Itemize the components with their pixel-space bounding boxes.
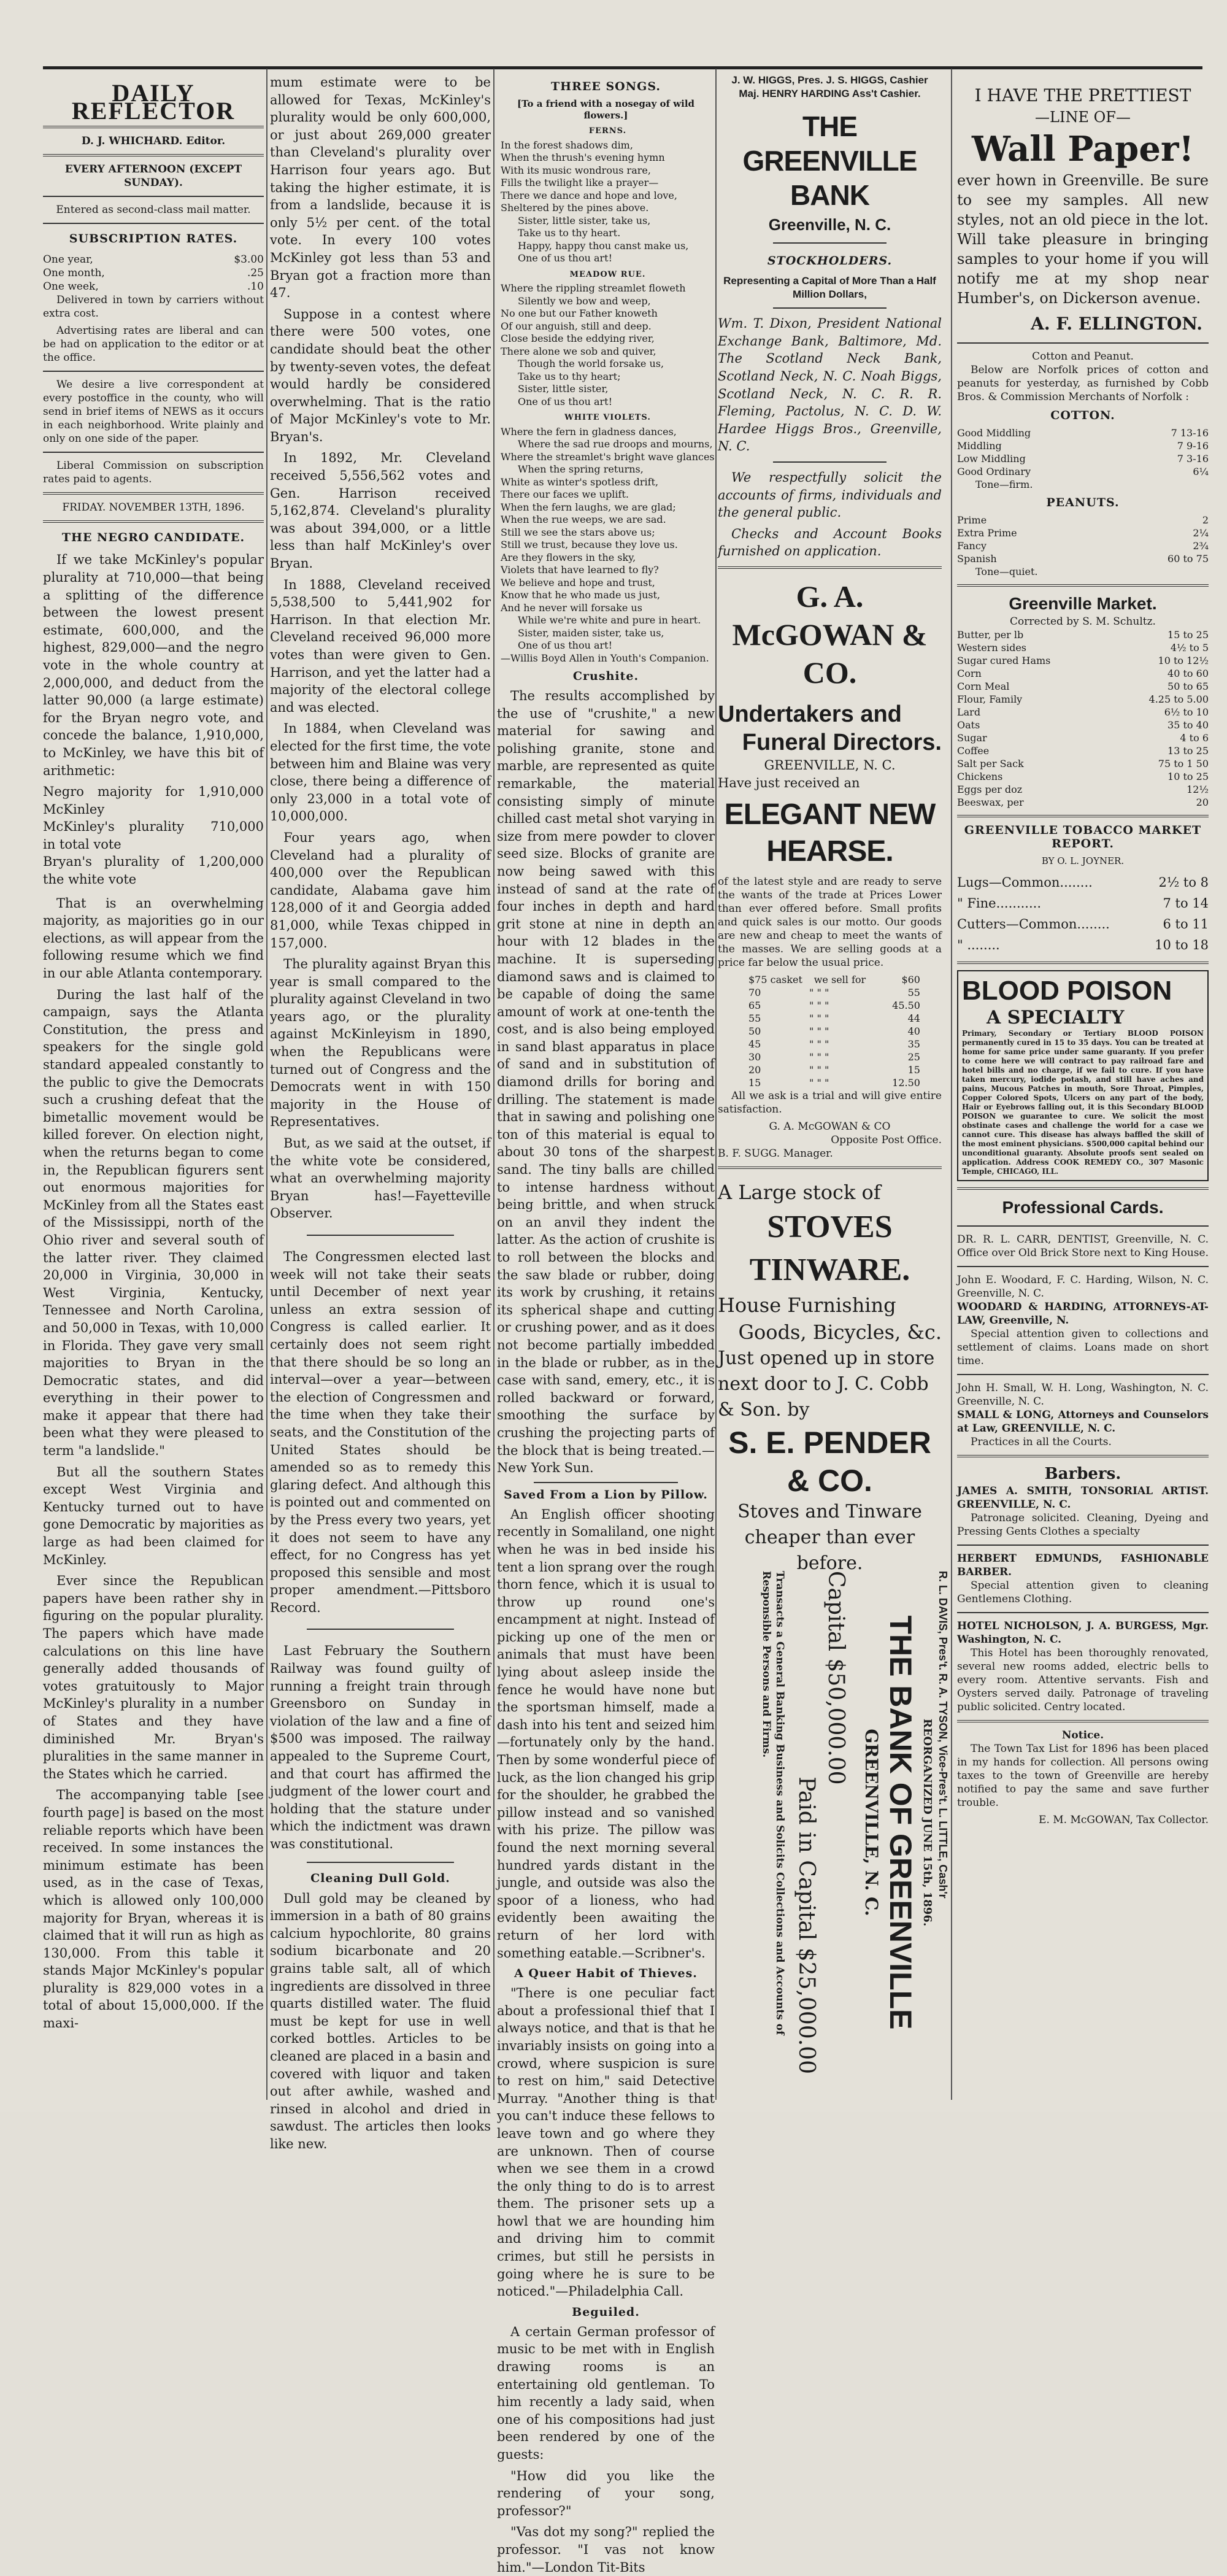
small-names: John H. Small, W. H. Long, Washington, N. C. Greenville, N. C.: [957, 1382, 1209, 1408]
bank-of-greenville-ad: [706, 1571, 951, 2105]
article-paragraph: If we take McKinley's popular plurality at 710,000—that being a splitting of the difference between the lowest present estimate, 600,000, and the highest, 829,000—and the negro vote in the whole country at 2,000,000, and deduct from the latter 90,000 (a large estimate) for the Bryan negro vote, and concede the balance, 1,910,000, to McKinley, we have this bit of arithmetic:: [43, 552, 264, 778]
crushite-heading: Crushite.: [572, 669, 639, 683]
article-paragraph: Four years ago, when Cleveland had a plurality of 400,000 over the Republican candidate, Alabama gave him 128,000 of it and Georgia added 81,000, while Texas chipped in 157,000.: [270, 830, 491, 951]
poem: FERNS. In the forest shadows dim, When the thrush's evening hymn With its music wondrous rare, Fills the twilight like a prayer— There we dance and hope and love, Sheltered by the pines above. Sister, little sister, take us, Take us to thy heart. Happy, happy thou canst make us, One of us thou art! MEADOW RUE. Where the rippling streamlet floweth Silently we bow and weep, No one but our Father knoweth Of our anguish, still and deep. Close beside the eddying river, There alone we sob and quiver, Though the world forsake us, Take us to thy heart; Sister, little sister, One of us thou art! WHITE VIOLETS. Where the fern in gladness dances, Where the sad rue droops and mourns, Where the streamlet's bright wave glances When the spring returns, White as winter's spotless drift, There our faces we uplift. When the fern laughs, we are glad; When the rue weeps, we are sad. Still we see the stars above us; Still we trust, because they love us. Are they flowers in the sky, Violets that have learned to fly? We believe and hope and trust, Know that he who made us just, And he never will forsake us While we're white and pure in heart. Sister, maiden sister, take us, One of us thou art! —Willis Boyd Allen in Youth's Companion.: [501, 126, 715, 664]
peanuts-heading: PEANUTS.: [1046, 496, 1120, 509]
market-table: Butter, per lb 15 to 25 Western sides 4½ to 5 Sugar cured Hams 10 to 12½ Corn 40 to 60 Corn Meal 50 to 65 Flour, Family 4.25 to 5.00 Lard 6½ to 10 Oats 35 to 40 Sugar 4 to 6 Coffee 13 to 25 Salt per Sack 75 to 1 50 Chickens 10 to 25 Eggs per doz 12½ Beeswax, per 20: [957, 629, 1209, 808]
cotton-heading: COTTON.: [1050, 409, 1115, 422]
article-paragraph: Suppose in a contest where there were 500 votes, one candidate should beat the other by twenty-seven votes, the defeat would hardly be considered overwhelming. That is the ratio of Major McKinley's vote to Mr. Bryan's.: [270, 306, 491, 444]
blood-poison-ad: [957, 970, 1209, 1181]
advertising-note: Advertising rates are liberal and can be had on application to the editor or at the office.: [43, 324, 264, 364]
mcgowan-ask: All we ask is a trial and will give entire satisfaction.: [718, 1090, 942, 1116]
lion-heading: Saved From a Lion by Pillow.: [504, 1487, 708, 1502]
mcgowan-sig: G. A. McGOWAN & CO: [769, 1120, 891, 1133]
bog-officers: R. L. DAVIS, Pres't. R. A. TYSON, Vice-Pres't. L. LITTLE, Cash'r: [937, 1571, 949, 1899]
small-body: Practices in all the Courts.: [971, 1436, 1112, 1448]
bog-reorg: REORGANIZED JUNE 15th, 1896.: [921, 1718, 934, 1927]
article-paragraph: That is an overwhelming majority, as majorities go in our elections, as will appear from the following resume which we find in our able Atlanta contemporary.: [43, 895, 264, 981]
article-paragraph: The accompanying table [see fourth page] is based on the most reliable reports which have been received. In some instances the minimum estimate has been used, as in the case of Texas, which is allowed only 100,000 majority for Bryan, whereas it is claimed that it will run as high as 130,000. From this table it stands Major McKinley's popular plurality is 829,000 votes in a total of about 15,000,000. If the maxi-: [43, 1787, 264, 2031]
arithmetic-table: Negro majority for McKinley 1,910,000 McKinley's plurality in total vote 710,000 Bryan's plurality of the white vote 1,200,000: [43, 784, 264, 887]
article-paragraph: An English officer shooting recently in Somaliland, one night when he was in bed inside his tent a lion sprang over the rough thorn fence, which it is usual to throw up round one's encampment at night. Instead of picking up one of the men or animals that must have been lying about asleep inside the fence he would have none but the sportsman himself, made a dash into his tent and seized him—fortunately only by the hand. Then by some wonderful piece of luck, as the lion changed his grip for the shoulder, he grabbed the pillow instead and so vanished with his prize. The pillow was found the next morning several hundred yards distant in the jungle, and outside was also the spoor of a lioness, who had evidently been awaiting the return of her lord with something eatable.—Scribner's.: [497, 1506, 715, 1961]
hotel-card: HOTEL NICHOLSON, J. A. BURGESS, Mgr. Washington, N. C.: [957, 1620, 1209, 1646]
mcgowan-line2: Funeral Directors.: [742, 729, 942, 755]
stockholders-list: Wm. T. Dixon, President National Exchange Bank, Baltimore, Md. The Scotland Neck Bank, Scotland Neck, N. C. Noah Biggs, Scotland Neck, N. C. R. R. Fleming, Pactolus, N. C. D. W. Hardee Higgs Bros., Greenville, N. C.: [718, 316, 942, 454]
column-2: [270, 74, 491, 2151]
notice-body: The Town Tax List for 1896 has been placed in my hands for collection. All persons owing taxes to the town of Greenville are hereby notified to pay the same and save further trouble.: [957, 1743, 1209, 1809]
rates-table: One year, $3.00 One month, .25 One week, .10: [43, 253, 264, 293]
mcgowan-place: GREENVILLE, N. C.: [764, 757, 896, 773]
article-paragraph: The results accomplished by the use of "crushite," a new material for sawing and polishing granite, stone and marble, are represented as quite remarkable, the material consisting simply of minute chilled cast metal shot varying in size from mere powder to clover seed size. Blocks of granite are now being sawed with this instead of sand at the rate of four inches in depth and hard grit stone at nine in depth an hour with 12 blades in the machine. It is superseding diamond saws and is claimed to be capable of doing the same amount of work at one-tenth the cost, and is also being employed in sand blast apparatus in place of sand and in substitution of diamond drills for boring and drilling. The statement is made that in sawing and polishing one ton of this material is equal to about 30 tons of the sharpest sand. The tiny balls are chilled to intense hardness without being brittle, and when struck on an anvil they indent the latter. As the action of crushite is to roll between the blocks and the saw blade or rubber, doing its work by crushing, it retains its spherical shape and cutting or crushing power, and as it does not become partially imbedded in the blade or rubber, as in the case with sand, emery, etc., it is rolled backward or forward, smoothing the surface by crushing the projecting parts of the block that is being treated.—New York Sun.: [497, 688, 715, 1476]
casket-table: $75 casket we sell for $60 70 " " " 55 65 " " " 45.50 55 " " " 44 50 " " " 40 45 " " " 35 30 " " " 25 20 " " " 15 15 " " " 12.50: [748, 974, 920, 1089]
wall-line3: Wall Paper!: [971, 129, 1194, 169]
negro-candidate-heading: THE NEGRO CANDIDATE.: [61, 530, 245, 544]
commission-note: Liberal Commission on subscription rates paid to agents.: [43, 459, 264, 485]
mcgowan-hearse: ELEGANT NEW HEARSE.: [724, 798, 936, 868]
column-1: [43, 74, 264, 2099]
gold-heading: Cleaning Dull Gold.: [310, 1871, 450, 1885]
article-paragraph: Dull gold may be cleaned by immersion in a bath of 80 grains calcium hypochlorite, 80 grains sodium bicarbonate and 20 grains table salt, all of which ingredients are dissolved in three quarts distilled water. The fluid must be kept for use in well corked bottles. Articles to be cleaned are placed in a basin and covered with liquor and taken out after awhile, washed and rinsed in alcohol and dried in sawdust. The articles then looks like new.: [270, 1891, 491, 2151]
pender-stock: A Large stock of: [718, 1181, 881, 1205]
masthead-title: DAILY REFLECTOR: [71, 79, 236, 125]
article-paragraph: But, as we said at the outset, if the white vote be considered, what an overwhelming majority Bryan has!—Fayetteville Observer.: [270, 1136, 491, 1221]
bp-specialty: A SPECIALTY: [987, 1007, 1125, 1028]
column-divider: [266, 69, 267, 2100]
smith-card: JAMES A. SMITH, TONSORIAL ARTIST. GREENVILLE, N. C.: [957, 1485, 1209, 1511]
bog-name: THE BANK OF GREENVILLE: [883, 1615, 918, 2030]
bog-paid: Paid in Capital $25,000.00: [794, 1776, 819, 2074]
article-paragraph: "Vas dot my song?" replied the professor. "I vas not know him."—London Tit-Bits: [497, 2524, 715, 2575]
edmunds-card: HERBERT EDMUNDS, FASHIONABLE BARBER.: [957, 1552, 1209, 1578]
article-paragraph: Ever since the Republican papers have been rather shy in figuring on the popular plurality. The papers which have made calculations on this line have generally added thousands of votes gratuitously to Major McKinley's plurality in a number of States and they have diminished Mr. Bryan's pluralities in the same manner in the States which he carried.: [43, 1573, 264, 1781]
correspondent-note: We desire a live correspondent at every postoffice in the county, who will send in brief items of NEWS as it occurs in each neighborhood. Write plainly and only on one side of the paper.: [43, 378, 264, 445]
barbers-heading: Barbers.: [1044, 1465, 1121, 1483]
article-paragraph: During the last half of the campaign, says the Atlanta Constitution, the press and speakers for the single gold standard appealed constantly to the public to give the Democrats such a crushing defeat that the bimetallic movement would be killed forever. On election night, when the returns began to come in, the Republican figurers sent out enormous majorities for McKinley from all the States east of the Mississippi, north of the Ohio river and several south of the latter river. They claimed 20,000 in Virginia, 30,000 in West Virginia, Kentucky, Tennessee and North Carolina, and 50,000 in Texas, with 10,000 in Florida. They gave very small majorities to Bryan in the Democratic states, and did everything in their power to make it appear that there had been what they were pleased to term "a landslide.": [43, 987, 264, 1459]
article-paragraph: The Congressmen elected last week will not take their seats until December of next year unless an extra session of Congress is called earlier. It certainly does not seem right that there should be so long an interval—over a year—between the election of Congressmen and the time when they take their seats, and the Constitution of the United States should be amended so as to remedy this glaring defect. And although this is pointed out and commented on by the Press every two years, yet it does not seem to have any effect, for no Congress has yet proposed this sensible and most proper amendment.—Pittsboro Record.: [270, 1249, 491, 1615]
mcgowan-mgr: B. F. SUGG. Manager.: [718, 1147, 833, 1160]
cp-body: Below are Norfolk prices of cotton and peanuts for yesterday, as furnished by Cobb Bros. & Commission Merchants of Norfolk :: [957, 364, 1209, 403]
bank-checks: Checks and Account Books furnished on application.: [718, 526, 942, 559]
article-paragraph: In 1884, when Cleveland was elected for the first time, the vote between him and Blaine was very close, there being a difference of only 23,000 in a total vote of 10,000,000.: [270, 721, 491, 824]
article-paragraph: In 1892, Mr. Cleveland received 5,556,562 votes and Gen. Harrison received 5,162,874. Cleveland's plurality was about 394,000, or a little less than half McKinley's over Bryan.: [270, 450, 491, 571]
column-divider: [951, 69, 952, 2100]
article-paragraph: Last February the Southern Railway was found guilty of running a freight train through Greensboro on Sunday in violation of the law and a fine of $500 was imposed. The railway appealed to the Supreme Court, and that court has affirmed the judgment of the lower court and holding that the stature under which the indictment was drawn was constitutional.: [270, 1643, 491, 1851]
article-paragraph: The plurality against Bryan this year is small compared to the plurality against Cleveland in two years ago, or the plurality against McKinleyism in 1890, when the Republicans were turned out of Congress and the Democrats went in with 150 majority in the House of Representatives.: [270, 957, 491, 1130]
masthead-frequency: EVERY AFTERNOON (EXCEPT SUNDAY).: [64, 163, 242, 190]
professional-cards-heading: Professional Cards.: [1002, 1198, 1164, 1217]
column-3: [497, 74, 715, 2575]
bank-solicit: We respectfully solicit the accounts of firms, individuals and the general public.: [718, 469, 942, 520]
issue-date: FRIDAY. NOVEMBER 13TH, 1896.: [62, 501, 245, 514]
bp-title: BLOOD POISON: [962, 976, 1172, 1006]
masthead-entered: Entered as second-class mail matter.: [56, 204, 251, 217]
beguiled-heading: Beguiled.: [572, 2305, 640, 2319]
woodard-names: John E. Woodard, F. C. Harding, Wilson, N. C. Greenville, N. C.: [957, 1274, 1209, 1300]
small-firm: SMALL & LONG, Attorneys and Counselors at Law, GREENVILLE, N. C.: [957, 1409, 1209, 1435]
cotton-table: Good Middling 7 13-16 Middling 7 9-16 Low Middling 7 3-16 Good Ordinary 6¼ Tone—firm.: [957, 427, 1209, 490]
mcgowan-received: Have just received an: [718, 775, 860, 790]
pender-house: House Furnishing: [718, 1294, 896, 1317]
bog-transacts: Transacts a General Banking Business and Solicits Collections and Accounts of Responsible Persons and Firms.: [760, 1571, 786, 2035]
woodard-body: Special attention given to collections and settlement of claims. Loans made on short time.: [957, 1328, 1209, 1367]
hotel-body: This Hotel has been thoroughly renovated, several new rooms added, electric bells to every room. Attentive servants. Fish and Oysters served daily. Patronage of traveling public solicited. Centry located.: [957, 1647, 1209, 1713]
peanuts-table: Prime 2 Extra Prime 2¼ Fancy 2¾ Spanish 60 to 75 Tone—quiet.: [957, 514, 1209, 577]
pender-cheaper: Stoves and Tinware cheaper than ever before.: [737, 1501, 922, 1575]
smith-body: Patronage solicited. Cleaning, Dyeing and Pressing Gents Clothes a specialty: [957, 1512, 1209, 1538]
rates-title: SUBSCRIPTION RATES.: [69, 232, 238, 246]
mcgowan-line1: Undertakers and: [718, 701, 902, 727]
market-heading: Greenville Market.: [1009, 594, 1157, 613]
pender-name: S. E. PENDER: [728, 1425, 931, 1460]
article-paragraph: A certain German professor of music to be met with in English drawing rooms is an entertaining old gentleman. To him recently a lady said, when one of his compositions had just been rendered by one of the guests:: [497, 2324, 715, 2462]
bank-name: THE GREENVILLE BANK: [742, 110, 917, 211]
bp-body: Primary, Secondary or Tertiary BLOOD POISON permanently cured in 15 to 35 days. You can be treated at home for same price under same guaranty. If you prefer to come here we will contract to pay railroad fare and hotel bills and no charge, if we fail to cure. If you have taken mercury, iodide potash, and still have aches and pains, Mucous Patches in mouth, Sore Throat, Pimples, Copper Colored Spots, Ulcers on any part of the body, Hair or Eyebrows falling out, it is this Secondary BLOOD POISON we guarantee to cure. We solicit the most obstinate cases and challenge the world for a case we cannot cure. This disease has always baffled the skill of the most eminent physicians. $500,000 capital behind our unconditional guaranty. Absolute proofs sent sealed on application. Address COOK REMEDY CO., 307 Masonic Temple, CHICAGO, ILL.: [962, 1029, 1204, 1176]
mcgowan-opp: Opposite Post Office.: [831, 1134, 942, 1147]
pender-stoves: STOVES TINWARE.: [749, 1209, 910, 1288]
article-paragraph: mum estimate were to be allowed for Texas, McKinley's plurality would be only 600,000, or just about 269,000 greater than Cleveland's plurality over Harrison four years ago. But taking the higher estimate, it is from a landslide, because it is only 5½ per cent. of the total vote. In every 100 votes McKinley got less than 53 and Bryan got a fraction more than 47.: [270, 75, 491, 301]
woodard-firm: WOODARD & HARDING, ATTORNEYS-AT-LAW, Greenville, N.: [957, 1301, 1209, 1327]
mcgowan-name: G. A. McGOWAN & CO.: [732, 579, 928, 690]
article-paragraph: But all the southern States except West Virginia and Kentucky turned out to have gone Democratic by majorities as large as had been claimed for McKinley.: [43, 1464, 264, 1567]
article-paragraph: "There is one peculiar fact about a professional thief that I always notice, and that is that he invariably insists on going into a crowd, where suspicion is sure to rest on him," said Detective Murray. "Another thing is that you can't induce these fellows to leave town and go where they are unknown. Then of course when we see them in a crowd the only thing to do is to arrest them. The prisoner sets up a howl that we are hounding him and driving him to commit crimes, but still he persists in going where he is sure to be noticed."—Philadelphia Call.: [497, 1986, 715, 2299]
poem-heading: THREE SONGS.: [551, 80, 661, 93]
top-rule: [43, 66, 1202, 69]
tobacco-table: Lugs—Common........ 2½ to 8 " Fine........... 7 to 14 Cutters—Common........ 6 to 11 " ........ 10 to 18: [957, 875, 1209, 952]
carr-card: DR. R. L. CARR, DENTIST, Greenville, N. C. Office over Old Brick Store next to King House.: [957, 1233, 1209, 1259]
mcgowan-body: of the latest style and are ready to serve the wants of the trade at Prices Lower than ever offered before. Small profits and quick sales is our motto. Our goods are new and cheap to meet the wants of the masses. We are selling goods at a price far below the usual price.: [718, 876, 942, 970]
notice-heading: Notice.: [1061, 1729, 1104, 1741]
bank-place: Greenville, N. C.: [768, 215, 891, 234]
thieves-heading: A Queer Habit of Thieves.: [514, 1967, 698, 1981]
bog-place: GREENVILLE, N. C.: [861, 1729, 882, 1916]
delivered-note: Delivered in town by carriers without extra cost.: [43, 293, 264, 320]
cp-title: Cotton and Peanut.: [1032, 350, 1134, 363]
article-paragraph: In 1888, Cleveland received 5,538,500 to 5,441,902 for Harrison. In that election Mr. Cleveland received 96,000 more votes than were given to Gen. Harrison, and yet the latter had a majority of the electoral college and was elected.: [270, 577, 491, 715]
edmunds-body: Special attention given to cleaning Gentlemens Clothing.: [957, 1579, 1209, 1605]
stockholders-sub: Representing a Capital of More Than a Half Million Dollars,: [723, 275, 936, 301]
pender-goods: Goods, Bicycles, &c.: [738, 1321, 942, 1344]
pender-co: & CO.: [787, 1463, 872, 1498]
article-paragraph: "How did you like the rendering of your song, professor?": [497, 2468, 715, 2518]
tobacco-by: BY O. L. JOYNER.: [1041, 855, 1125, 866]
poem-subheading: [To a friend with a nosegay of wild flowers.]: [517, 98, 695, 121]
wall-line2: —LINE OF—: [1035, 109, 1131, 126]
column-5: [957, 74, 1209, 2099]
bank-officers: J. W. HIGGS, Pres. J. S. HIGGS, Cashier Maj. HENRY HARDING Ass't Cashier.: [731, 74, 928, 99]
wall-line1: I HAVE THE PRETTIEST: [974, 85, 1191, 106]
market-by: Corrected by S. M. Schultz.: [1010, 615, 1156, 628]
wall-sig: A. F. ELLINGTON.: [1031, 314, 1202, 334]
masthead-editor: D. J. WHICHARD. Editor.: [81, 135, 226, 148]
column-divider: [493, 69, 494, 2100]
pender-opened: Just opened up in store next door to J. C. Cobb & Son. by: [718, 1348, 935, 1421]
stockholders-title: STOCKHOLDERS.: [767, 253, 893, 268]
tobacco-heading: GREENVILLE TOBACCO MARKET REPORT.: [964, 823, 1202, 850]
bog-capital: Capital $50,000.00: [823, 1571, 848, 1785]
wall-body: ever hown in Greenville. Be sure to see my samples. All new styles, not an old piece in the lot. Will take pleasure in bringing samples to your home if you will notify me at my shop near Humber's, on Dickerson avenue.: [957, 172, 1209, 307]
notice-sig: E. M. McGOWAN, Tax Collector.: [1039, 1814, 1209, 1826]
